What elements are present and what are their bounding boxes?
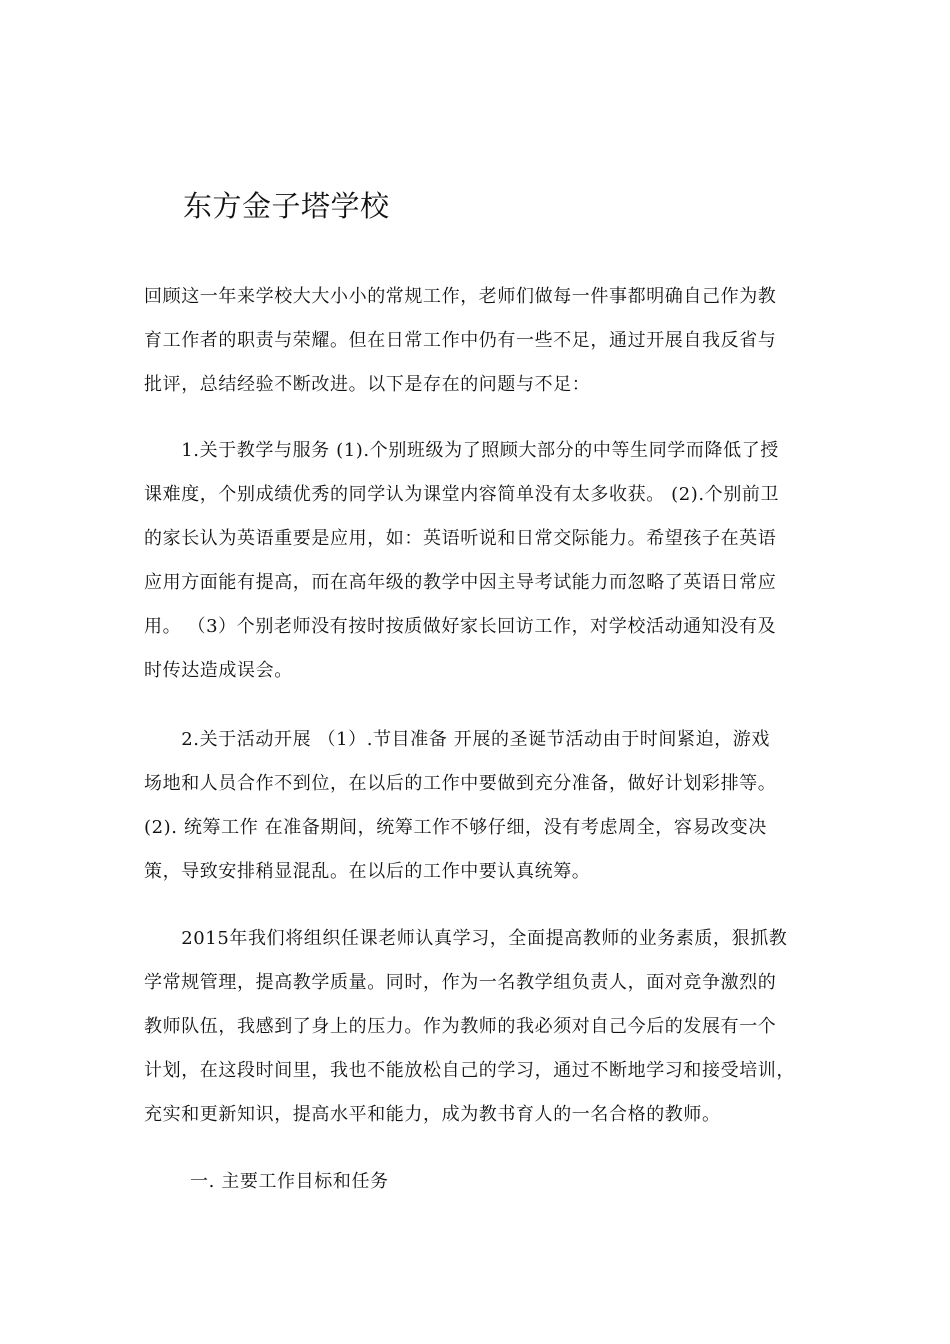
paragraph-line: 2.关于活动开展 （1）.节目准备 开展的圣诞节活动由于时间紧迫，游戏 [144,729,770,750]
paragraph-line: 场地和人员合作不到位，在以后的工作中要做到充分准备，做好计划彩排等。 [144,773,777,794]
paragraph-line: 2015年我们将组织任课老师认真学习，全面提高教师的业务素质，狠抓教 [144,928,788,949]
paragraph-line: 时传达造成误会。 [144,660,293,681]
paragraph-teaching-service [144,429,779,693]
paragraph-activities [144,718,776,894]
paragraph-plan-2015 [144,917,795,1137]
paragraph-line: 教师队伍，我感到了身上的压力。作为教师的我必须对自己今后的发展有一个 [144,1016,777,1037]
paragraph-line: (2). 统筹工作 在准备期间，统筹工作不够仔细，没有考虑周全，容易改变决 [144,817,767,838]
paragraph-line: 1.关于教学与服务 (1).个别班级为了照顾大部分的中等生同学而降低了授 [144,440,779,461]
section-heading: 一. 主要工作目标和任务 [190,1171,389,1192]
paragraph-line: 计划，在这段时间里，我也不能放松自己的学习，通过不断地学习和接受培训， [144,1060,795,1081]
paragraph-line: 的家长认为英语重要是应用，如：英语听说和日常交际能力。希望孩子在英语 [144,528,777,549]
paragraph-line: 回顾这一年来学校大大小小的常规工作，老师们做每一件事都明确自己作为教 [144,286,777,307]
paragraph-line: 课难度，个别成绩优秀的同学认为课堂内容简单没有太多收获。 (2).个别前卫 [144,484,780,505]
paragraph-line: 策，导致安排稍显混乱。在以后的工作中要认真统筹。 [144,861,591,882]
document-title: 东方金子塔学校 [183,189,390,223]
paragraph-intro [144,275,776,407]
paragraph-line: 学常规管理，提高教学质量。同时，作为一名教学组负责人，面对竞争激烈的 [144,972,777,993]
paragraph-line: 用。 （3）个别老师没有按时按质做好家长回访工作，对学校活动通知没有及 [144,616,777,637]
paragraph-line: 应用方面能有提高，而在高年级的教学中因主导考试能力而忽略了英语日常应 [144,572,777,593]
paragraph-line: 批评，总结经验不断改进。以下是存在的问题与不足： [144,374,591,395]
paragraph-line: 育工作者的职责与荣耀。但在日常工作中仍有一些不足，通过开展自我反省与 [144,330,777,351]
paragraph-line: 充实和更新知识，提高水平和能力，成为教书育人的一名合格的教师。 [144,1104,721,1125]
